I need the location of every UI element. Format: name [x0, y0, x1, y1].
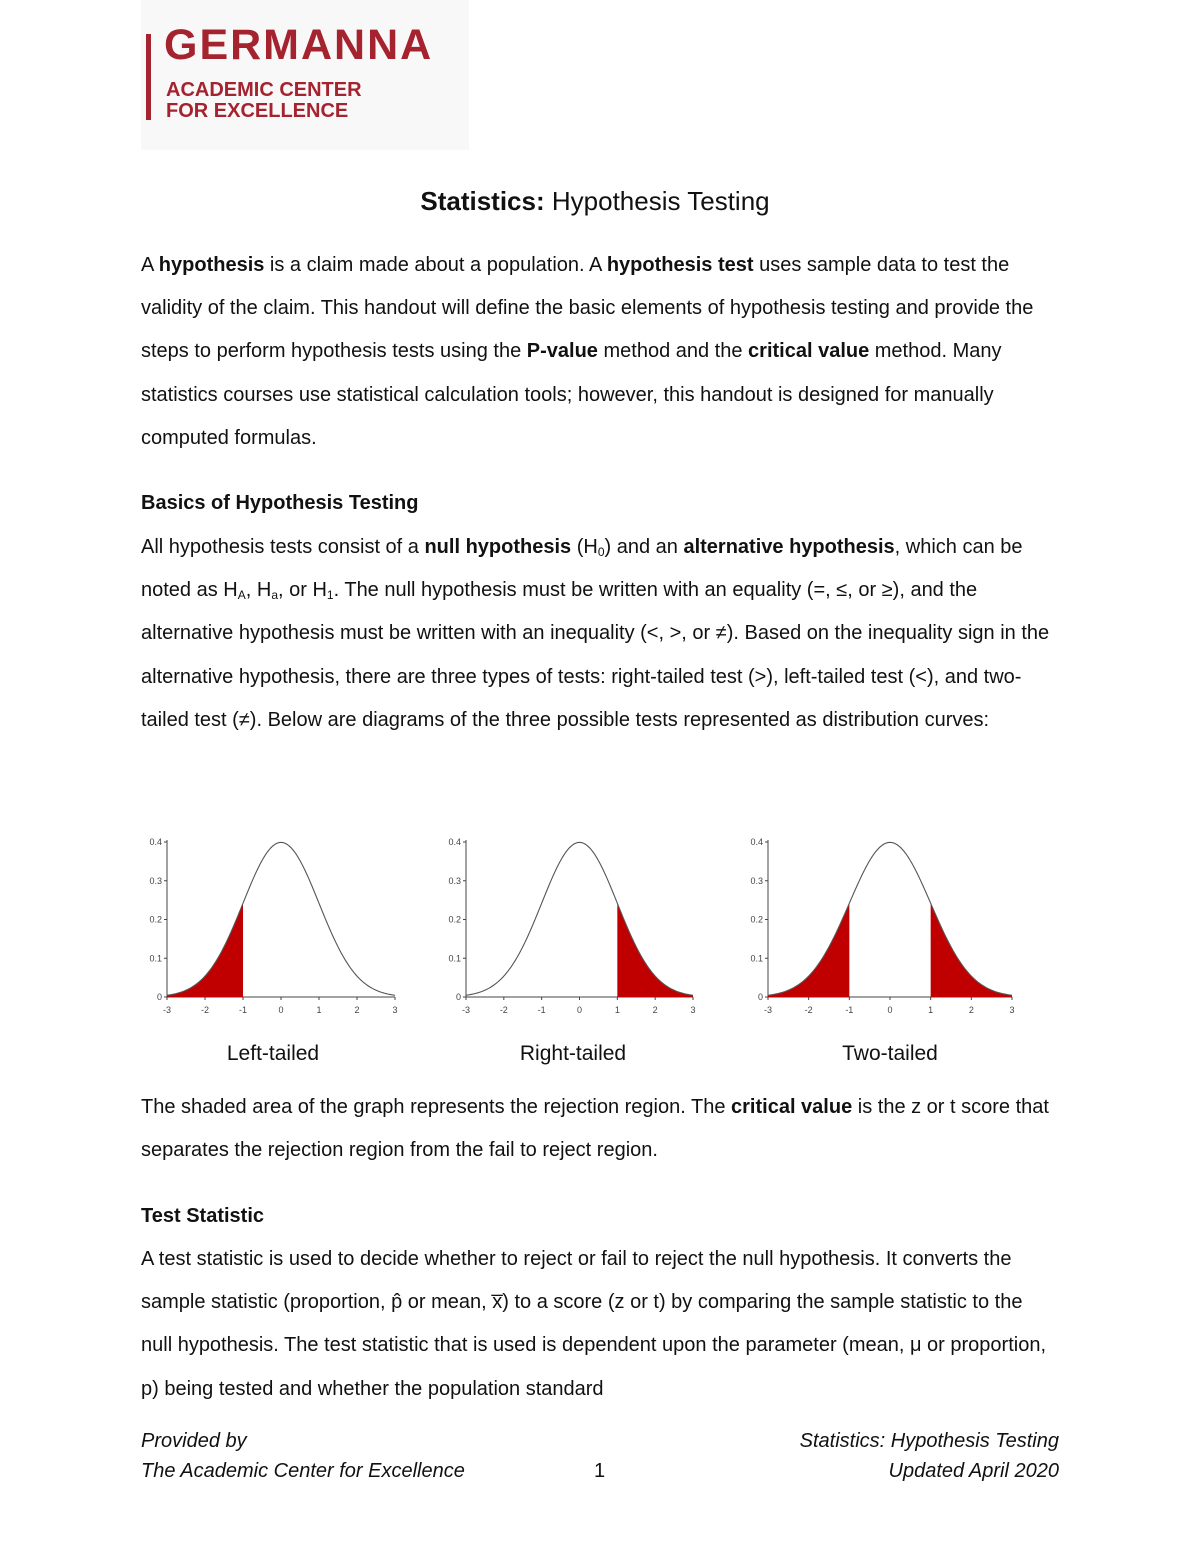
x-tick-label: 0 [887, 1005, 893, 1015]
y-tick-label: 0 [757, 992, 763, 1002]
subscript: 1 [326, 588, 334, 603]
caption-right-tailed: Right-tailed [519, 1042, 627, 1065]
term-critical-value: critical value [731, 1096, 853, 1118]
section-heading-test-statistic: Test Statistic [141, 1205, 264, 1227]
x-tick-label: -2 [804, 1005, 813, 1015]
page-number: 1 [594, 1460, 606, 1482]
x-tick-label: -3 [162, 1005, 172, 1015]
footer-right [800, 1426, 1059, 1486]
x-tick-label: 2 [354, 1005, 360, 1015]
intro-text: is a claim made about a population. A [264, 254, 607, 276]
footer-provided-by: Provided by [141, 1430, 247, 1452]
x-tick-label: 1 [614, 1005, 620, 1015]
subscript: A [237, 588, 246, 603]
subscript: a [271, 588, 278, 603]
footer-organization: The Academic Center for Excellence [141, 1460, 465, 1482]
intro-text: method. Many statistics courses use statistical calculation tools; however, this handout is designed for manually computed formulas. [141, 340, 1002, 449]
basics-text: (H [571, 536, 598, 558]
page-title [0, 186, 1190, 217]
term-critical-value: critical value [748, 340, 870, 363]
x-tick-label: -2 [200, 1005, 210, 1015]
x-tick-label: -3 [461, 1005, 471, 1015]
rejection-region [931, 903, 1012, 997]
term-alternative-hypothesis: alternative hypothesis [683, 536, 895, 558]
intro-paragraph [141, 244, 1056, 460]
x-tick-label: 3 [1009, 1005, 1015, 1015]
logo-line-1: ACADEMIC CENTER [166, 79, 362, 101]
x-tick-label: 1 [316, 1005, 322, 1015]
y-tick-label: 0.1 [750, 953, 763, 964]
y-tick-label: 0.4 [448, 837, 461, 847]
caption-two-tailed: Two-tailed [842, 1042, 938, 1065]
y-tick-label: 0.2 [750, 914, 763, 925]
y-tick-label: 0.3 [448, 875, 461, 886]
y-tick-label: 0.2 [448, 914, 461, 925]
chart-right-tailed [438, 825, 708, 1025]
x-tick-label: -1 [845, 1005, 854, 1015]
footer-updated: Updated April 2020 [888, 1460, 1059, 1482]
y-tick-label: 0.3 [149, 875, 162, 886]
subscript: 0 [597, 545, 605, 559]
x-tick-label: 1 [928, 1005, 934, 1015]
rejection-region [768, 903, 849, 997]
x-tick-label: 2 [968, 1005, 974, 1015]
footer-document-title: Statistics: Hypothesis Testing [799, 1430, 1059, 1452]
x-tick-label: 0 [576, 1005, 583, 1015]
distribution-curve [466, 842, 693, 995]
y-tick-label: 0.1 [149, 953, 162, 964]
x-tick-label: 3 [392, 1005, 398, 1015]
chart-left-tailed [140, 825, 410, 1025]
intro-text: uses sample data to test the validity of the claim. This handout will define the basic elements of hypothesis testing and provide the steps to perform hypothesis tests using the [141, 254, 1034, 363]
y-tick-label: 0.2 [149, 914, 162, 925]
test-statistic-paragraph: A test statistic is used to decide whether to reject or fail to reject the null hypothesis. It converts the sample statistic (proportion, p̂ or mean, x̅) to a score (z or t) by comparing the sample statistic to the null hypothesis. The test statistic that is used is dependent upon the parameter (mean, μ or proportion, p) being tested and whether the population standard [141, 1248, 1046, 1400]
basics-paragraph [141, 526, 1056, 742]
term-hypothesis-test: hypothesis test [606, 254, 754, 276]
x-tick-label: -1 [238, 1005, 248, 1015]
y-tick-label: 0.4 [750, 837, 763, 847]
section-heading-basics: Basics of Hypothesis Testing [141, 492, 419, 514]
y-tick-label: 0 [455, 992, 461, 1002]
logo-line-2: FOR EXCELLENCE [166, 100, 349, 122]
y-tick-label: 0 [156, 992, 162, 1002]
basics-text: , or H [278, 579, 327, 602]
x-tick-label: 2 [652, 1005, 658, 1015]
x-tick-label: 0 [278, 1005, 284, 1015]
basics-text: . The null hypothesis must be written with an equality (=, ≤, or ≥), and the alternative hypothesis must be written with an inequality (<, >, or ≠). Based on the inequality sign in the alternative hypothesis, there are three types of tests: right-tailed test (>), left-tailed test (<), and two-tailed test (≠). Below are diagrams of the three possible tests represented as distribution curves: [141, 579, 1050, 731]
basics-text: , which can be noted as H [141, 536, 1023, 602]
shaded-text: is the z or t score that separates the rejection region from the fail to reject region. [141, 1096, 1049, 1162]
basics-text: All hypothesis tests consist of a [141, 536, 425, 558]
term-hypothesis: hypothesis [158, 254, 265, 276]
x-tick-label: -3 [763, 1005, 773, 1015]
term-null-hypothesis: null hypothesis [424, 536, 572, 558]
intro-text: A [141, 254, 159, 276]
rejection-region [167, 903, 243, 997]
chart-two-tailed [738, 825, 1028, 1025]
x-tick-label: 3 [690, 1005, 696, 1015]
rejection-region [617, 903, 693, 997]
logo-bar [146, 34, 151, 120]
x-tick-label: -2 [499, 1005, 508, 1015]
x-tick-label: -1 [537, 1005, 546, 1015]
shaded-text: The shaded area of the graph represents the rejection region. The [141, 1096, 732, 1118]
title-rest: Hypothesis Testing [551, 186, 770, 216]
term-p-value: P-value [526, 340, 598, 363]
y-tick-label: 0.3 [750, 875, 763, 886]
logo-name: GERMANNA [164, 21, 434, 69]
intro-text: method and the [597, 340, 749, 363]
y-tick-label: 0.4 [149, 837, 162, 847]
basics-text: , H [245, 579, 272, 602]
shaded-paragraph [141, 1086, 1056, 1172]
basics-text: ) and an [604, 536, 684, 558]
y-tick-label: 0.1 [448, 953, 461, 964]
footer-left [141, 1426, 465, 1486]
distribution-curve [768, 842, 1012, 995]
caption-left-tailed: Left-tailed [226, 1042, 320, 1065]
title-bold: Statistics: [420, 186, 545, 216]
distribution-curve [167, 842, 395, 995]
logo [141, 0, 469, 150]
